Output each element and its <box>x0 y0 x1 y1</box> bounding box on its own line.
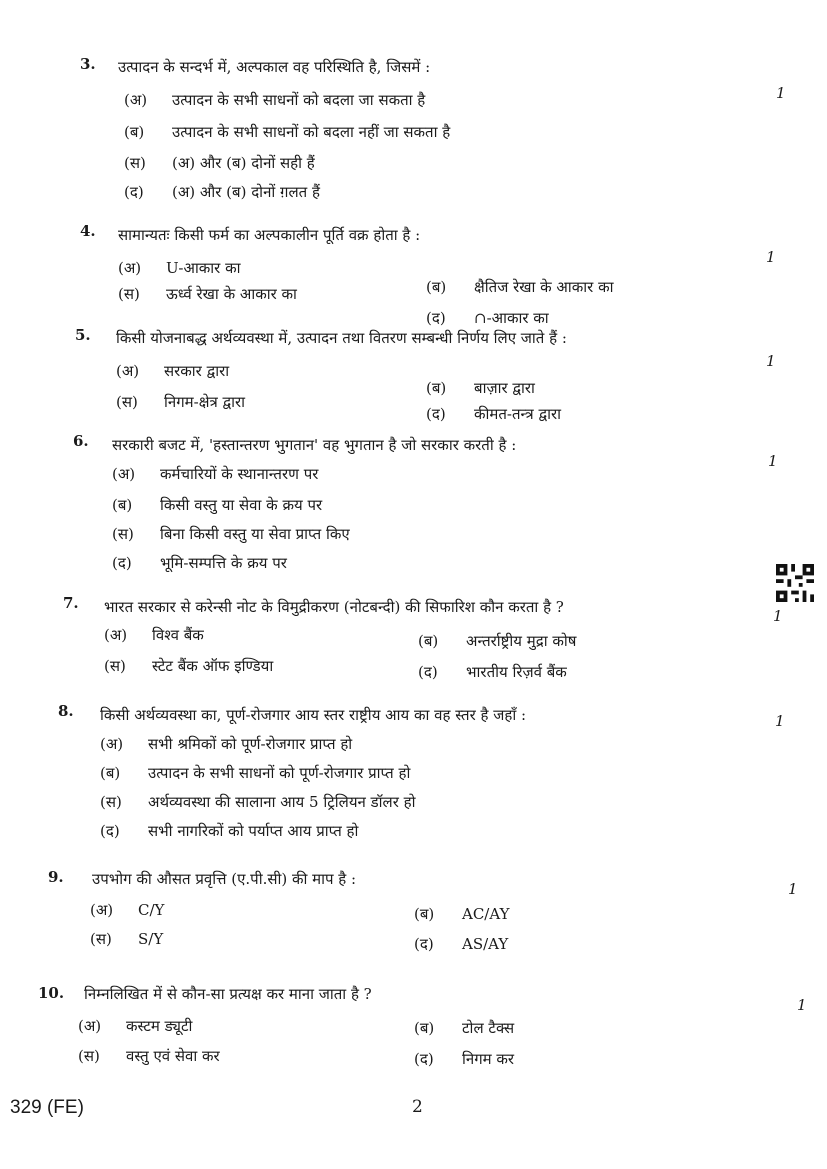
option-b: (ब) उत्पादन के सभी साधनों को बदला नहीं जा सकता है <box>124 123 451 141</box>
option-c: (स) बिना किसी वस्तु या सेवा प्राप्त किए <box>112 525 350 543</box>
option-b: (ब) टोल टैक्स <box>414 1019 515 1037</box>
question-text: किसी अर्थव्यवस्था का, पूर्ण-रोजगार आय स्तर राष्ट्रीय आय का वह स्तर है जहाँ : <box>100 706 527 724</box>
option-d: (द) निगम कर <box>414 1050 515 1068</box>
qr-code-icon <box>776 564 814 602</box>
question-text: उत्पादन के सन्दर्भ में, अल्पकाल वह परिस्थिति है, जिसमें : <box>118 58 431 76</box>
option-b: (ब) किसी वस्तु या सेवा के क्रय पर <box>112 496 323 514</box>
option-d: (द) भारतीय रिज़र्व बैंक <box>418 663 567 681</box>
question-text: उपभोग की औसत प्रवृत्ति (ए.पी.सी) की माप है : <box>92 870 357 888</box>
option-a: (अ) उत्पादन के सभी साधनों को बदला जा सकता है <box>124 91 426 109</box>
option-a: (अ) कर्मचारियों के स्थानान्तरण पर <box>112 465 319 483</box>
option-d: (द) भूमि-सम्पत्ति के क्रय पर <box>112 554 287 572</box>
option-a: (अ) U-आकार का <box>118 259 241 277</box>
marks: 1 <box>775 712 785 730</box>
question-number: 9. <box>48 868 64 886</box>
question-text: किसी योजनाबद्ध अर्थव्यवस्था में, उत्पादन तथा वितरण सम्बन्धी निर्णय लिए जाते हैं : <box>116 329 567 347</box>
option-c: (स) (अ) और (ब) दोनों सही हैं <box>124 154 315 172</box>
option-c: (स) S/Y <box>90 930 164 948</box>
question-text: भारत सरकार से करेन्सी नोट के विमुद्रीकरण (नोटबन्दी) की सिफारिश कौन करता है ? <box>104 598 564 616</box>
paper-code: 329 (FE) <box>10 1097 84 1118</box>
question-number: 4. <box>80 222 96 240</box>
question-number: 5. <box>75 326 91 344</box>
marks: 1 <box>773 607 783 625</box>
option-d: (द) कीमत-तन्त्र द्वारा <box>426 405 561 423</box>
option-a: (अ) कस्टम ड्यूटी <box>78 1017 193 1035</box>
marks: 1 <box>776 84 786 102</box>
option-d: (द) (अ) और (ब) दोनों ग़लत हैं <box>124 183 320 201</box>
question-number: 10. <box>38 984 65 1002</box>
option-d: (द) ∩-आकार का <box>426 309 549 327</box>
question-text: सामान्यतः किसी फर्म का अल्पकालीन पूर्ति वक्र होता है : <box>118 226 421 244</box>
marks: 1 <box>766 248 776 266</box>
page-number: 2 <box>412 1097 423 1117</box>
option-a: (अ) C/Y <box>90 901 165 919</box>
option-c: (स) ऊर्ध्व रेखा के आकार का <box>118 285 297 303</box>
option-b: (ब) अन्तर्राष्ट्रीय मुद्रा कोष <box>418 632 577 650</box>
marks: 1 <box>766 352 776 370</box>
option-c: (स) स्टेट बैंक ऑफ इण्डिया <box>104 657 274 675</box>
option-c: (स) निगम-क्षेत्र द्वारा <box>116 393 246 411</box>
option-a: (अ) सभी श्रमिकों को पूर्ण-रोजगार प्राप्त हो <box>100 735 353 753</box>
marks: 1 <box>788 880 798 898</box>
option-b: (ब) AC/AY <box>414 905 510 923</box>
option-a: (अ) विश्व बैंक <box>104 626 204 644</box>
option-b: (ब) बाज़ार द्वारा <box>426 379 535 397</box>
option-b: (ब) क्षैतिज रेखा के आकार का <box>426 278 614 296</box>
question-number: 7. <box>63 594 79 612</box>
question-number: 3. <box>80 55 96 73</box>
option-c: (स) वस्तु एवं सेवा कर <box>78 1047 220 1065</box>
question-number: 6. <box>73 432 89 450</box>
marks: 1 <box>768 452 778 470</box>
question-text: निम्नलिखित में से कौन-सा प्रत्यक्ष कर माना जाता है ? <box>84 985 372 1003</box>
question-number: 8. <box>58 702 74 720</box>
option-c: (स) अर्थव्यवस्था की सालाना आय 5 ट्रिलियन डॉलर हो <box>100 793 416 811</box>
option-d: (द) AS/AY <box>414 935 509 953</box>
marks: 1 <box>797 996 807 1014</box>
option-d: (द) सभी नागरिकों को पर्याप्त आय प्राप्त हो <box>100 822 359 840</box>
option-b: (ब) उत्पादन के सभी साधनों को पूर्ण-रोजगार प्राप्त हो <box>100 764 411 782</box>
option-a: (अ) सरकार द्वारा <box>116 362 230 380</box>
question-text: सरकारी बजट में, 'हस्तान्तरण भुगतान' वह भुगतान है जो सरकार करती है : <box>112 436 517 454</box>
